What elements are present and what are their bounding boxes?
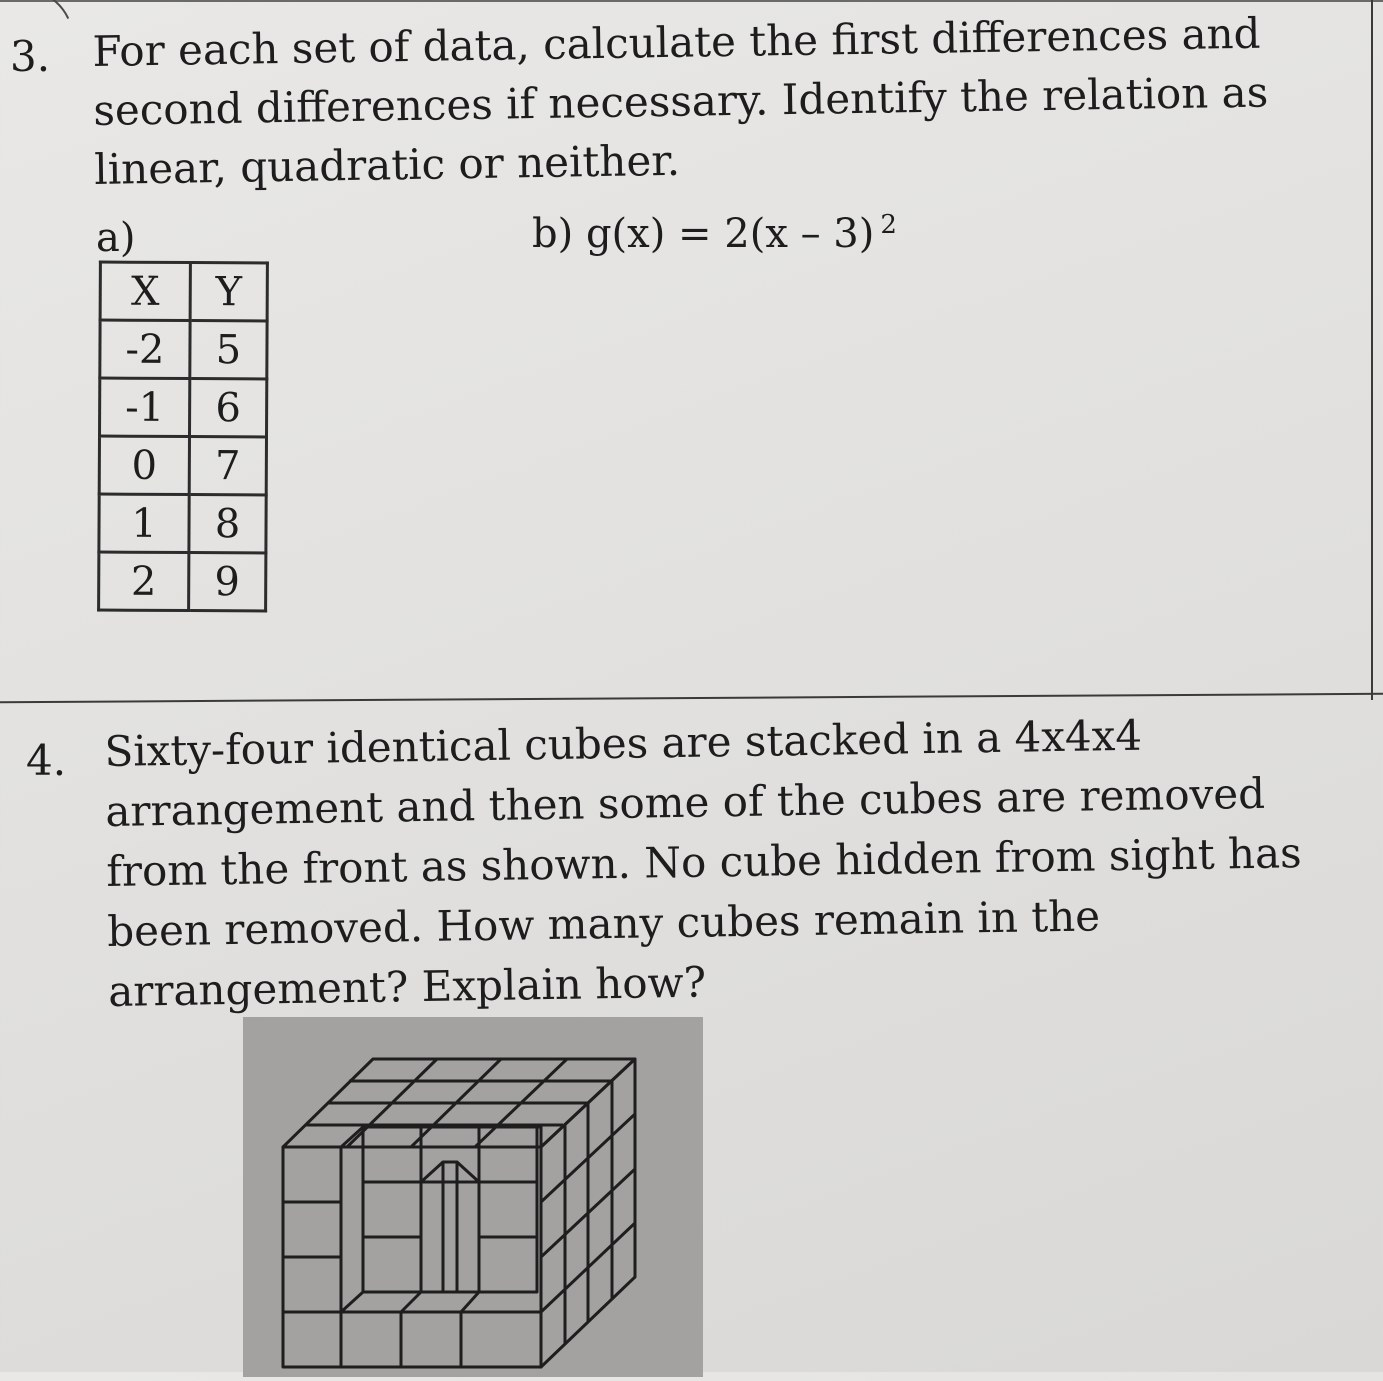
cell-x: 2 [99, 552, 189, 610]
question-3-line: linear, quadratic or neither. [93, 135, 681, 194]
part-a-label: a) [96, 215, 136, 261]
cell-x: 0 [99, 436, 189, 494]
table-row [100, 378, 267, 437]
header-x: X [100, 262, 190, 320]
cell-y: 5 [190, 321, 267, 379]
cell-x: -2 [100, 320, 190, 378]
question-4-number: 4. [26, 736, 67, 785]
function-exponent: 2 [880, 210, 897, 240]
question-4-line: Sixty-four identical cubes are stacked in a 4x4x4 [104, 710, 1143, 776]
cube-stack-drawing [243, 1017, 703, 1377]
question-3-number: 3. [10, 32, 51, 81]
cube-figure [243, 1017, 703, 1377]
part-b-label: b) [532, 211, 574, 257]
cell-x: 1 [99, 494, 189, 552]
top-border [0, 0, 1383, 2]
cell-y: 6 [189, 379, 266, 437]
right-border [1371, 0, 1373, 700]
section-divider [0, 693, 1383, 703]
part-b-function [532, 210, 897, 257]
question-3-line: For each set of data, calculate the first differences and [92, 8, 1261, 76]
cell-y: 8 [189, 495, 266, 553]
cell-y: 7 [189, 437, 266, 495]
table-row [99, 436, 266, 495]
question-4-line: arrangement? Explain how? [107, 957, 707, 1016]
question-4-text [104, 703, 1304, 1022]
function-expression: g(x) = 2(x – 3) [585, 211, 875, 257]
question-3-text [92, 4, 1270, 199]
question-4-line: been removed. How many cubes remain in the [106, 891, 1101, 956]
table-row [99, 494, 266, 553]
front-bottom-row [341, 1312, 541, 1367]
xy-table [97, 261, 269, 613]
question-4-line: arrangement and then some of the cubes are removed [105, 768, 1266, 836]
table-header-row [100, 262, 267, 321]
table-row [99, 552, 266, 611]
question-3-line: second differences if necessary. Identify the relation as [93, 67, 1269, 135]
cell-y: 9 [189, 553, 266, 611]
header-y: Y [190, 263, 267, 321]
recessed-column [363, 1127, 421, 1292]
table-row [100, 320, 267, 379]
cell-x: -1 [100, 378, 190, 436]
question-4-line: from the front as shown. No cube hidden from sight has [105, 828, 1302, 896]
